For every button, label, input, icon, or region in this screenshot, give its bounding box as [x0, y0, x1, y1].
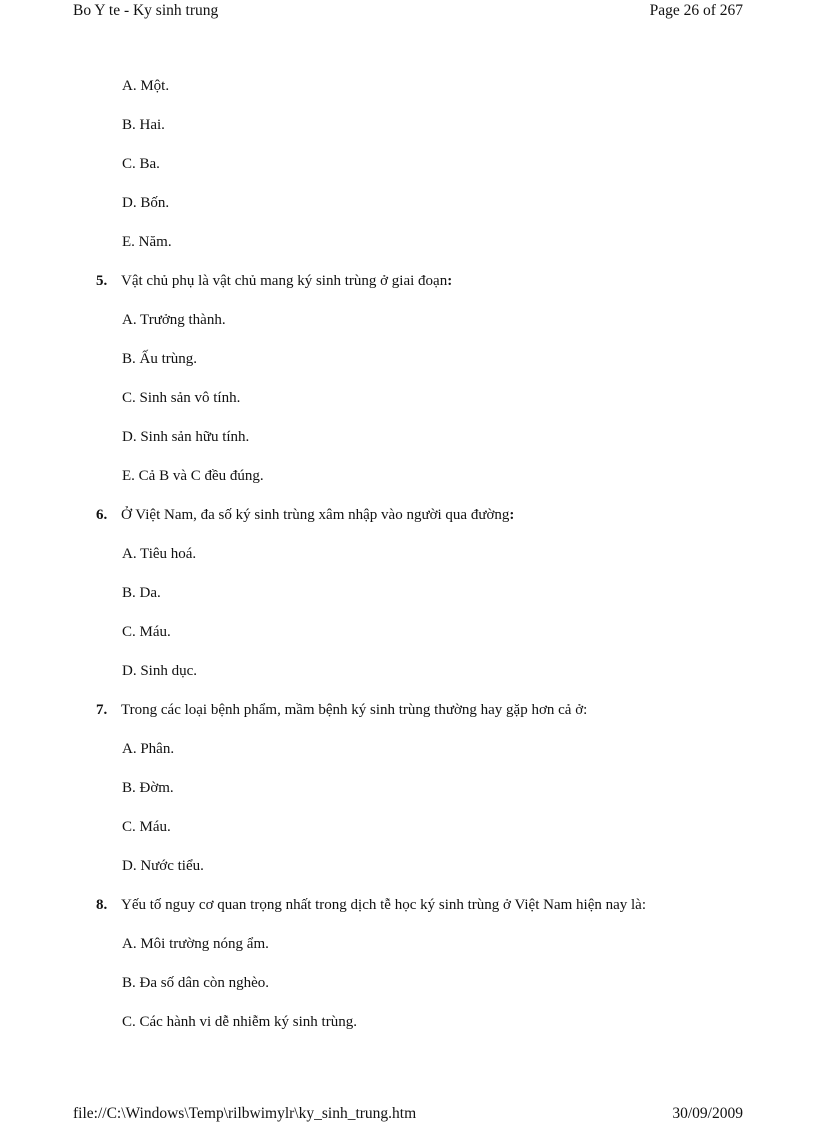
footer-date: 30/09/2009	[672, 1105, 743, 1122]
q5-option-c: C. Sinh sản vô tính.	[122, 390, 241, 406]
q6-option-c: C. Máu.	[122, 624, 171, 640]
question-8-number: 8.	[96, 897, 108, 913]
q7-option-d: D. Nước tiểu.	[122, 858, 204, 874]
question-6-colon: :	[509, 507, 515, 523]
q5-option-b: B. Ấu trùng.	[122, 351, 197, 367]
q8-option-b: B. Đa số dân còn nghèo.	[122, 975, 270, 991]
header-title: Bo Y te - Ky sinh trung	[73, 2, 219, 19]
question-7-text: Trong các loại bệnh phẩm, mầm bệnh ký sinh trùng thường hay gặp hơn cả ở:	[121, 702, 588, 718]
question-5-text: Vật chủ phụ là vật chủ mang ký sinh trùng ở giai đoạn	[121, 273, 448, 289]
q4-option-c: C. Ba.	[122, 156, 160, 172]
question-5-number: 5.	[96, 273, 108, 289]
q6-option-d: D. Sinh dục.	[122, 663, 197, 679]
question-6	[96, 505, 514, 525]
q5-option-e: E. Cả B và C đều đúng.	[122, 468, 264, 484]
footer-file-path: file://C:\Windows\Temp\rilbwimylr\ky_sinh_trung.htm	[73, 1105, 417, 1122]
q8-option-c: C. Các hành vi dễ nhiễm ký sinh trùng.	[122, 1014, 357, 1030]
q8-option-a: A. Môi trường nóng ẩm.	[122, 936, 269, 952]
q6-option-b: B. Da.	[122, 585, 161, 601]
question-7	[96, 700, 587, 720]
header-page-number: Page 26 of 267	[649, 2, 743, 19]
q4-option-d: D. Bốn.	[122, 195, 170, 211]
q4-option-e: E. Năm.	[122, 234, 172, 250]
q5-option-d: D. Sinh sản hữu tính.	[122, 429, 250, 445]
q4-option-b: B. Hai.	[122, 117, 165, 133]
q7-option-b: B. Đờm.	[122, 780, 174, 796]
q5-option-a: A. Trưởng thành.	[122, 312, 226, 328]
question-7-number: 7.	[96, 702, 108, 718]
question-5	[96, 271, 452, 291]
q7-option-c: C. Máu.	[122, 819, 171, 835]
question-8	[96, 895, 646, 915]
question-6-text: Ở Việt Nam, đa số ký sinh trùng xâm nhập vào người qua đường	[121, 507, 510, 523]
question-8-text: Yếu tố nguy cơ quan trọng nhất trong dịch tễ học ký sinh trùng ở Việt Nam hiện nay là:	[121, 897, 646, 913]
question-5-colon: :	[447, 273, 453, 289]
q4-option-a: A. Một.	[122, 78, 170, 94]
q6-option-a: A. Tiêu hoá.	[122, 546, 197, 562]
q7-option-a: A. Phân.	[122, 741, 175, 757]
question-6-number: 6.	[96, 507, 108, 523]
